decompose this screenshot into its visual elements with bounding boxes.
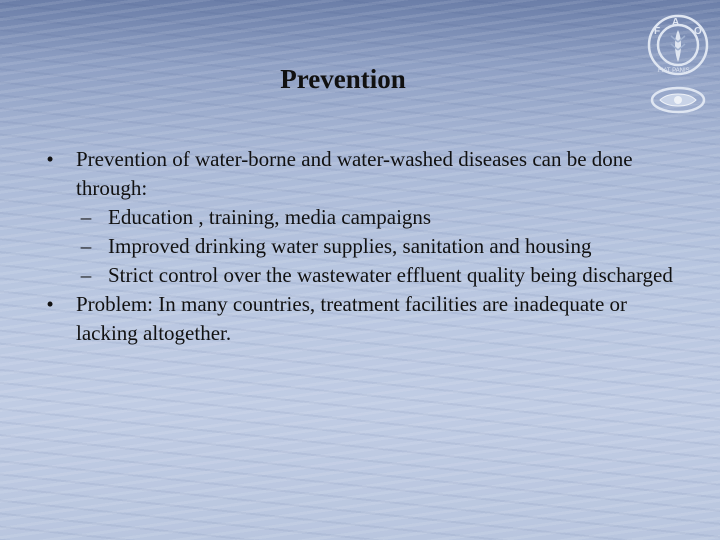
sub-bullet-mark: – (80, 205, 92, 229)
bullet-text: Problem: In many countries, treatment facilities are inadequate or lacking altogether. (76, 292, 628, 345)
sub-bullet-item (40, 232, 690, 261)
svg-text:O: O (694, 26, 702, 37)
sub-bullet-item (40, 261, 690, 290)
sub-bullet-mark: – (80, 234, 92, 258)
bullet-item (40, 290, 690, 348)
slide-title: Prevention (280, 64, 406, 94)
logo-motto: FIAT PANIS (658, 68, 690, 74)
bullet-mark: • (46, 292, 54, 316)
sub-bullet-item (40, 203, 690, 232)
sub-bullet-text: Strict control over the wastewater effluent quality being discharged (108, 263, 673, 287)
svg-text:A: A (672, 17, 680, 28)
slide-body (40, 145, 690, 348)
svg-text:F: F (654, 26, 661, 37)
bullet-text: Prevention of water-borne and water-washed diseases can be done through: (76, 147, 633, 200)
sub-bullet-text: Improved drinking water supplies, sanitation and housing (108, 234, 592, 258)
sub-bullet-text: Education , training, media campaigns (108, 205, 432, 229)
bullet-item (40, 145, 690, 203)
bullet-mark: • (46, 147, 54, 171)
sub-bullet-mark: – (80, 263, 92, 287)
